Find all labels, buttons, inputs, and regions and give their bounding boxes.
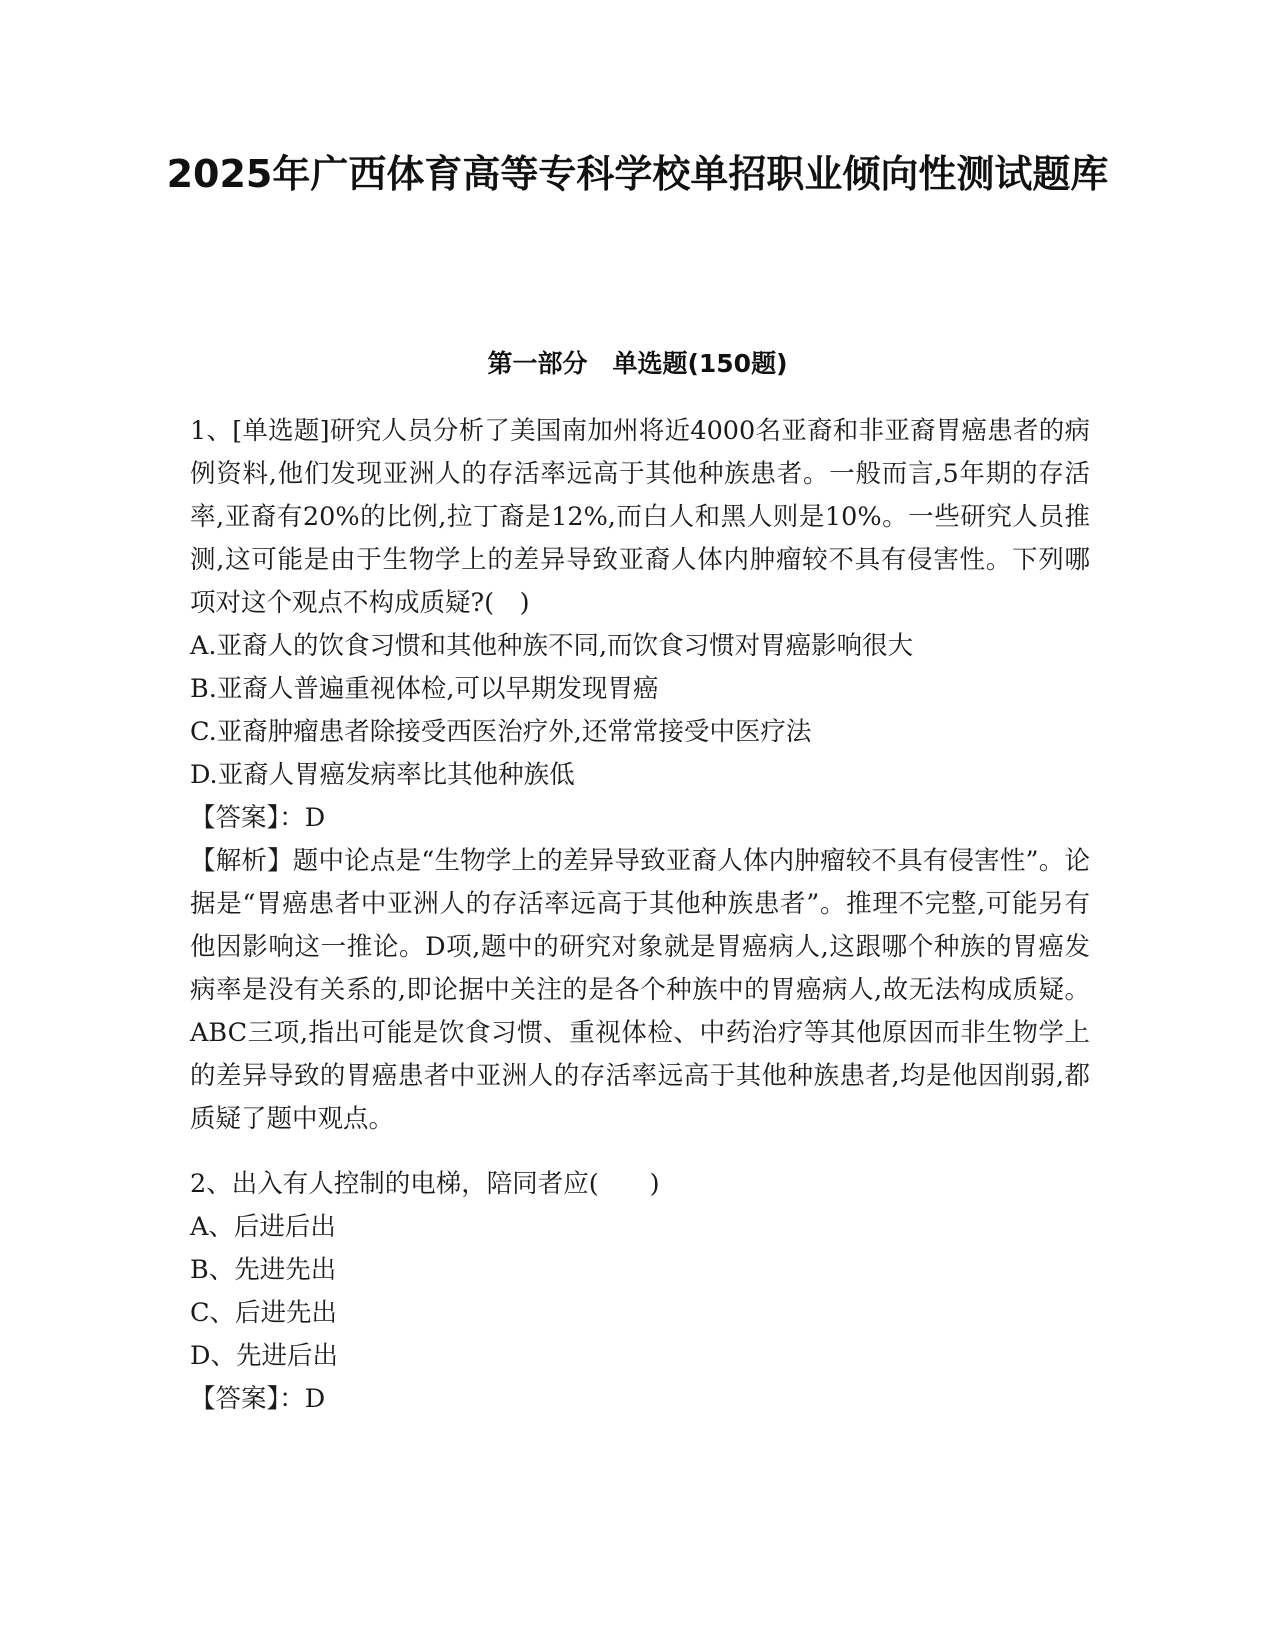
answer-line: 【答案】：D — [190, 803, 326, 833]
option-a: A.亚裔人的饮食习惯和其他种族不同,而饮食习惯对胃癌影响很大 — [190, 631, 914, 661]
question-list — [190, 410, 1090, 1421]
question-2 — [190, 1163, 1090, 1421]
option-c: C.亚裔肿瘤患者除接受西医治疗外,还常常接受中医疗法 — [190, 717, 812, 747]
answer-line: 【答案】：D — [190, 1384, 326, 1414]
section-heading: 第一部分 单选题(150题) — [487, 349, 788, 378]
question-stem: 2、出入有人控制的电梯，陪同者应( ) — [190, 1169, 660, 1199]
option-b: B、先进先出 — [190, 1255, 337, 1285]
explanation-text: 题中论点是“生物学上的差异导致亚裔人体内肿瘤较不具有侵害性”。论据是“胃癌患者中亚洲人的存活率远高于其他种族患者”。推理不完整,可能另有他因影响这一推论。D项,题中的研究对象就是胃癌病人,这跟哪个种族的胃癌发病率是没有关系的,即论据中关注的是各个种族中的胃癌病人,故无法构成质疑。ABC三项,指出可能是饮食习惯、重视体检、中药治疗等其他原因而非生物学上的差异导致的胃癌患者中亚洲人的存活率远高于其他种族患者,均是他因削弱,都质疑了题中观点。 — [190, 846, 1090, 1134]
explanation-label: 【解析】 — [190, 846, 293, 876]
explanation — [190, 840, 1090, 1141]
document-title: 2025年广西体育高等专科学校单招职业倾向性测试题库 — [166, 152, 1109, 196]
option-d: D、先进后出 — [190, 1341, 338, 1371]
option-b: B.亚裔人普遍重视体检,可以早期发现胃癌 — [190, 674, 659, 704]
option-d: D.亚裔人胃癌发病率比其他种族低 — [190, 760, 575, 790]
question-1 — [190, 410, 1090, 1141]
question-spacer — [190, 1141, 1090, 1163]
option-c: C、后进先出 — [190, 1298, 338, 1328]
option-a: A、后进后出 — [190, 1212, 336, 1242]
question-stem: 1、[单选题]研究人员分析了美国南加州将近4000名亚裔和非亚裔胃癌患者的病例资料,他们发现亚洲人的存活率远高于其他种族患者。一般而言,5年期的存活率,亚裔有20%的比例,拉丁裔是12%,而白人和黑人则是10%。一些研究人员推测,这可能是由于生物学上的差异导致亚裔人体内肿瘤较不具有侵害性。下列哪项对这个观点不构成质疑?( ) — [190, 416, 1090, 618]
